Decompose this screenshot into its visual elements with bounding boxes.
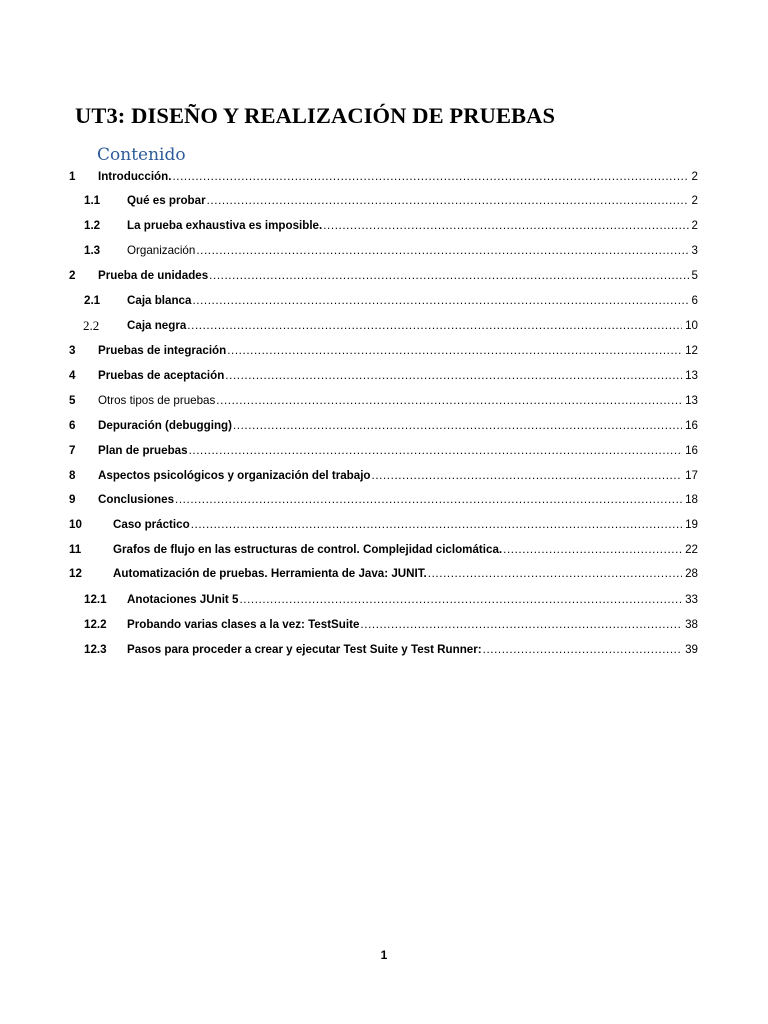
toc-label: Depuración (debugging) [98, 419, 232, 432]
page-number: 1 [380, 948, 388, 962]
toc-entry-12-1[interactable] [0, 592, 698, 608]
toc-number: 7 [69, 444, 76, 457]
toc-leader [227, 343, 682, 359]
toc-label: Pruebas de aceptación [98, 369, 225, 382]
toc-label: La prueba exhaustiva es imposible. [127, 219, 323, 232]
toc-number: 1.1 [84, 194, 101, 207]
toc-number: 12.1 [84, 593, 107, 606]
toc-page: 16 [685, 444, 698, 457]
toc-leader [503, 542, 682, 558]
toc-number: 3 [69, 344, 76, 357]
toc-label: Pruebas de integración [98, 344, 227, 357]
toc-entry-10[interactable] [0, 517, 698, 533]
toc-page: 38 [685, 618, 698, 631]
toc-label: Pasos para proceder a crear y ejecutar Test Suite y Test Runner: [127, 643, 482, 656]
toc-label: Otros tipos de pruebas [98, 394, 216, 407]
toc-label: Aspectos psicológicos y organización del trabajo [98, 469, 371, 482]
toc-leader [187, 318, 682, 334]
toc-page: 33 [685, 593, 698, 606]
toc-leader [207, 193, 689, 209]
toc-label: Introducción. [98, 170, 172, 183]
toc-page: 12 [685, 344, 698, 357]
toc-leader [323, 218, 688, 234]
toc-entry-9[interactable] [0, 492, 698, 508]
toc-label: Plan de pruebas [98, 444, 188, 457]
toc-label: Probando varias clases a la vez: TestSuite [127, 618, 360, 631]
toc-page: 13 [685, 394, 698, 407]
toc-number: 5 [69, 394, 76, 407]
toc-number: 1 [69, 170, 76, 183]
toc-page: 22 [685, 543, 698, 556]
toc-entry-1[interactable] [0, 169, 698, 185]
toc-label: Caja blanca [127, 294, 192, 307]
toc-number: 1.3 [84, 244, 101, 257]
toc-leader [483, 642, 682, 658]
toc-leader [175, 492, 682, 508]
toc-number: 2 [69, 269, 76, 282]
toc-heading: Contenido [97, 145, 186, 165]
toc-entry-2-2[interactable] [0, 318, 698, 334]
toc-leader [428, 566, 682, 582]
toc-entry-4[interactable] [0, 368, 698, 384]
toc-page: 10 [685, 319, 698, 332]
toc-page: 2 [691, 194, 698, 207]
toc-page: 28 [685, 567, 698, 580]
toc-entry-12-3[interactable] [0, 642, 698, 658]
toc-label: Prueba de unidades [98, 269, 209, 282]
toc-page: 39 [685, 643, 698, 656]
toc-label: Caso práctico [113, 518, 190, 531]
toc-page: 6 [691, 294, 698, 307]
toc-number: 10 [69, 518, 82, 531]
toc-page: 2 [691, 219, 698, 232]
toc-leader [192, 293, 688, 309]
toc-number: 2.2 [83, 318, 100, 333]
toc-label: Anotaciones JUnit 5 [127, 593, 239, 606]
toc-number: 4 [69, 369, 76, 382]
toc-entry-2-1[interactable] [0, 293, 698, 309]
toc-page: 19 [685, 518, 698, 531]
toc-entry-12-2[interactable] [0, 617, 698, 633]
toc-number: 12.3 [84, 643, 107, 656]
toc-entry-7[interactable] [0, 443, 698, 459]
toc-number: 12 [69, 567, 82, 580]
toc-page: 13 [685, 369, 698, 382]
toc-number: 9 [69, 493, 76, 506]
toc-number: 2.1 [84, 294, 101, 307]
toc-leader [225, 368, 682, 384]
toc-page: 5 [691, 269, 698, 282]
toc-label: Qué es probar [127, 194, 206, 207]
toc-entry-1-2[interactable] [0, 218, 698, 234]
toc-leader [172, 169, 688, 185]
toc-number: 1.2 [84, 219, 101, 232]
toc-entry-11[interactable] [0, 542, 698, 558]
toc-page: 3 [691, 244, 698, 257]
toc-label: Organización [127, 244, 196, 257]
toc-number: 12.2 [84, 618, 107, 631]
toc-entry-8[interactable] [0, 468, 698, 484]
toc-leader [216, 393, 682, 409]
toc-page: 16 [685, 419, 698, 432]
toc-leader [372, 468, 683, 484]
toc-entry-1-1[interactable] [0, 193, 698, 209]
toc-label: Grafos de flujo en las estructuras de control. Complejidad ciclomática. [113, 543, 503, 556]
toc-page: 2 [691, 170, 698, 183]
toc-label: Conclusiones [98, 493, 175, 506]
toc-label: Automatización de pruebas. Herramienta de Java: JUNIT. [113, 567, 427, 580]
toc-leader [239, 592, 682, 608]
toc-number: 11 [69, 543, 82, 556]
toc-label: Caja negra [127, 319, 187, 332]
toc-entry-1-3[interactable] [0, 243, 698, 259]
toc-leader [360, 617, 682, 633]
toc-entry-5[interactable] [0, 393, 698, 409]
toc-entry-6[interactable] [0, 418, 698, 434]
toc-leader [209, 268, 688, 284]
toc-page: 17 [685, 469, 698, 482]
toc-leader [189, 443, 683, 459]
toc-number: 8 [69, 469, 76, 482]
toc-number: 6 [69, 419, 76, 432]
toc-page: 18 [685, 493, 698, 506]
document-title: UT3: DISEÑO Y REALIZACIÓN DE PRUEBAS [75, 103, 556, 128]
toc-leader [233, 418, 682, 434]
toc-leader [196, 243, 688, 259]
toc-entry-3[interactable] [0, 343, 698, 359]
toc-leader [191, 517, 682, 533]
toc-entry-12[interactable] [0, 566, 698, 582]
toc-entry-2[interactable] [0, 268, 698, 284]
